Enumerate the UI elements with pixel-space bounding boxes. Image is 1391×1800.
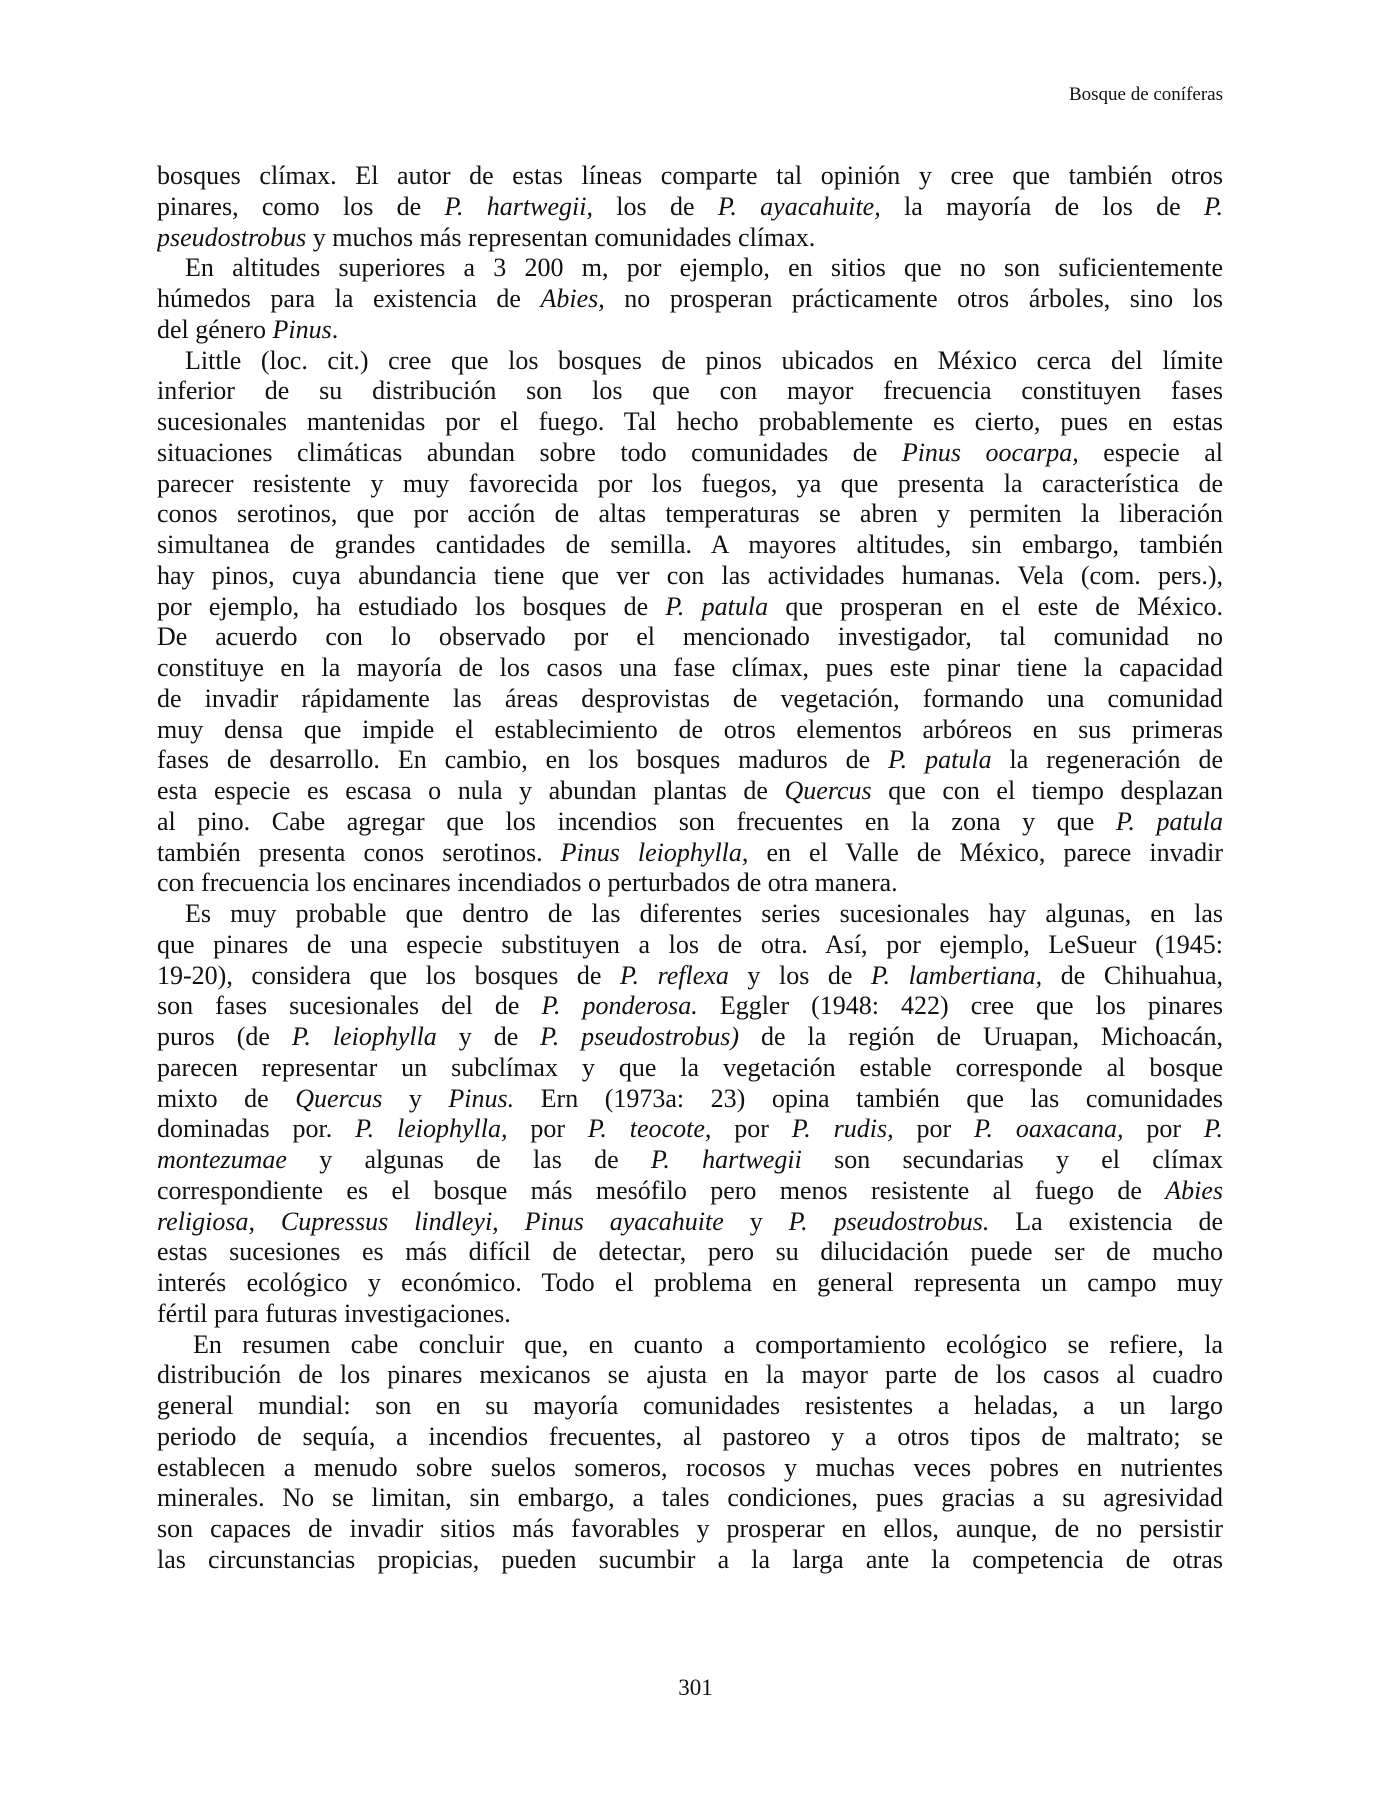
text-run: Es muy probable que dentro de las diferentes series sucesionales hay algunas, en las — [185, 899, 1223, 928]
text-run: no prosperan prácticamente otros árboles, sino los — [604, 284, 1223, 313]
text-line — [157, 192, 1223, 223]
italic-text: Quercus — [784, 776, 872, 805]
text-line — [157, 1176, 1223, 1207]
text-run: estas sucesiones es más difícil de detectar, pero su dilucidación puede ser de mucho — [157, 1237, 1223, 1267]
text-run: y de — [436, 1022, 541, 1051]
text-line — [157, 1268, 1223, 1299]
text-run: situaciones climáticas abundan sobre todo comunidades de — [157, 437, 902, 467]
text-run: correspondiente es el bosque más mesófilo pero menos resistente al fuego de — [157, 1175, 1166, 1205]
italic-text: P. leiophylla — [291, 1022, 437, 1051]
text-line — [157, 438, 1223, 469]
text-line — [157, 499, 1223, 530]
text-line — [157, 592, 1223, 623]
text-line — [157, 161, 1223, 192]
text-line — [157, 1237, 1223, 1268]
paragraph — [157, 346, 1223, 900]
text-line — [157, 653, 1223, 684]
text-line — [157, 346, 1223, 377]
text-line — [157, 684, 1223, 715]
italic-text: P. — [1203, 1114, 1223, 1144]
text-line — [157, 930, 1223, 961]
text-run: puros (de — [157, 1022, 292, 1051]
text-run: que con el tiempo desplazan — [871, 776, 1223, 805]
text-line — [157, 1483, 1223, 1514]
text-run: interés ecológico y económico. Todo el problema en general representa un campo muy — [157, 1268, 1223, 1297]
text-run: parecer resistente y muy favorecida por los fuegos, ya que presenta la característica de — [157, 468, 1223, 498]
italic-text: P. ponderosa. — [541, 991, 698, 1021]
text-run: y — [382, 1083, 449, 1113]
text-run: general mundial: son en su mayoría comunidades resistentes a heladas, a un largo — [157, 1391, 1223, 1420]
text-run: y muchos más representan comunidades clímax. — [306, 222, 816, 252]
text-line — [157, 622, 1223, 653]
text-line — [157, 1114, 1223, 1145]
text-line — [157, 1022, 1223, 1053]
italic-text: pseudostrobus — [157, 222, 307, 252]
text-run: la regeneración de — [991, 745, 1223, 775]
running-header: Bosque de coníferas — [1068, 84, 1223, 105]
text-line — [157, 1360, 1223, 1391]
text-line — [157, 899, 1223, 930]
body-text — [157, 161, 1223, 1576]
text-line — [157, 315, 1223, 346]
text-run: pinares, como los de — [157, 191, 445, 221]
text-run: son fases sucesionales del de — [157, 991, 542, 1021]
text-line — [157, 1391, 1223, 1422]
italic-text: Pinus — [272, 314, 332, 344]
paragraph — [157, 253, 1223, 345]
italic-text: P. patula — [665, 591, 769, 621]
text-run: húmedos para la existencia de — [157, 284, 541, 313]
text-run: Eggler (1948: 422) cree que los pinares — [697, 991, 1223, 1021]
italic-text: Pinus leiophylla, — [560, 837, 749, 867]
text-line — [157, 1207, 1223, 1238]
text-run: sucesionales mantenidas por el fuego. Tal hecho probablemente es cierto, pues en estas — [157, 407, 1223, 436]
text-line — [157, 1545, 1223, 1576]
text-line — [157, 530, 1223, 561]
text-line — [157, 407, 1223, 438]
text-run: En altitudes superiores a 3 200 m, por ejemplo, en sitios que no son suficientemente — [185, 253, 1223, 283]
text-run: dominadas por. — [157, 1114, 356, 1144]
text-line — [157, 376, 1223, 407]
text-line — [157, 807, 1223, 838]
text-line — [157, 715, 1223, 746]
text-line — [157, 561, 1223, 592]
italic-text: Abies, — [540, 284, 605, 313]
text-run: de la región de Uruapan, Michoacán, — [739, 1022, 1223, 1051]
text-run: de invadir rápidamente las áreas desprovistas de vegetación, formando una comunidad — [157, 683, 1223, 713]
text-run: Little (loc. cit.) cree que los bosques de pinos ubicados en México cerca del límite — [185, 345, 1223, 375]
text-line — [157, 991, 1223, 1022]
text-line — [157, 1422, 1223, 1453]
text-run: . — [331, 314, 339, 344]
text-run: las circunstancias propicias, pueden sucumbir a la larga ante la competencia de otras — [157, 1544, 1223, 1574]
text-run: son secundarias y el clímax — [801, 1145, 1223, 1174]
text-run: que prosperan en el este de México. — [768, 591, 1223, 621]
text-run: De acuerdo con lo observado por el mencionado investigador, tal comunidad no — [157, 622, 1223, 652]
italic-text: P. leiophylla, — [355, 1114, 508, 1144]
italic-text: Abies — [1165, 1175, 1223, 1205]
text-run: al pino. Cabe agregar que los incendios son frecuentes en la zona y que — [157, 806, 1116, 836]
italic-text: P. teocote, — [587, 1114, 712, 1144]
text-line — [157, 1453, 1223, 1484]
page-number: 301 — [678, 1675, 713, 1700]
italic-text: P. hartwegii — [650, 1145, 802, 1174]
text-run: que pinares de una especie substituyen a los de otra. Así, por ejemplo, LeSueur (1945: — [157, 929, 1223, 959]
text-run: parecen representar un subclímax y que la vegetación estable corresponde al bosque — [157, 1052, 1223, 1082]
text-run: La existencia de — [989, 1206, 1223, 1236]
text-line — [157, 868, 1223, 899]
italic-text: P. pseudostrobus. — [788, 1206, 990, 1236]
text-run: y — [723, 1206, 789, 1236]
text-run: por — [507, 1114, 588, 1144]
text-line — [157, 961, 1223, 992]
text-run: por — [893, 1114, 975, 1144]
text-run: 19-20), considera que los bosques de — [157, 960, 621, 990]
text-run: son capaces de invadir sitios más favorables y prosperar en ellos, aunque, de no persistir — [157, 1514, 1223, 1543]
text-run: con frecuencia los encinares incendiados o perturbados de otra manera. — [157, 868, 898, 898]
italic-text: P. rudis, — [791, 1114, 894, 1144]
text-run: en el Valle de México, parece invadir — [748, 837, 1223, 867]
text-run: hay pinos, cuya abundancia tiene que ver con las actividades humanas. Vela (com. pers.), — [157, 560, 1223, 590]
text-run: constituye en la mayoría de los casos una fase clímax, pues este pinar tiene la capacidad — [157, 653, 1223, 682]
text-run: inferior de su distribución son los que con mayor frecuencia constituyen fases — [157, 376, 1223, 406]
italic-text: P. hartwegii, — [444, 191, 593, 221]
text-run: y algunas de las de — [286, 1145, 651, 1174]
text-run: esta especie es escasa o nula y abundan plantas de — [157, 776, 785, 805]
italic-text: P. oaxacana, — [974, 1114, 1124, 1144]
text-run: bosques clímax. El autor de estas líneas comparte tal opinión y cree que también otros — [157, 161, 1223, 190]
text-run: también presenta conos serotinos. — [157, 837, 561, 867]
text-line — [157, 469, 1223, 500]
italic-text: Quercus — [295, 1083, 383, 1113]
italic-text: P. reflexa — [620, 960, 729, 990]
text-run: minerales. No se limitan, sin embargo, a tales condiciones, pues gracias a su agresividad — [157, 1483, 1223, 1513]
italic-text: P. — [1203, 191, 1223, 221]
italic-text: P. patula — [1115, 806, 1223, 836]
text-line — [157, 223, 1223, 254]
text-run: la mayoría de los de — [880, 191, 1204, 221]
italic-text: P. ayacahuite, — [717, 191, 881, 221]
text-run: muy densa que impide el establecimiento de otros elementos arbóreos en sus primeras — [157, 714, 1223, 744]
italic-text: P. lambertiana, — [870, 960, 1043, 990]
text-run: mixto de — [157, 1083, 296, 1113]
text-run: Ern (1973a: 23) opina también que las comunidades — [514, 1083, 1223, 1113]
text-run: conos serotinos, que por acción de altas temperaturas se abren y permiten la liberación — [157, 499, 1223, 529]
text-run: los de — [592, 191, 718, 221]
text-line — [157, 1299, 1223, 1330]
italic-text: Pinus. — [448, 1083, 515, 1113]
text-run: y los de — [728, 960, 871, 990]
text-run: fértil para futuras investigaciones. — [157, 1298, 511, 1328]
paragraph — [157, 1330, 1223, 1576]
text-line — [157, 1084, 1223, 1115]
italic-text: P. pseudostrobus) — [540, 1022, 740, 1051]
italic-text: Pinus oocarpa, — [901, 437, 1079, 467]
text-line — [157, 1514, 1223, 1545]
paragraph — [157, 899, 1223, 1330]
text-run: En resumen cabe concluir que, en cuanto a comportamiento ecológico se refiere, la — [193, 1329, 1223, 1359]
text-run: establecen a menudo sobre suelos someros, rocosos y muchas veces pobres en nutrientes — [157, 1452, 1223, 1482]
text-line — [157, 1145, 1223, 1176]
italic-text: P. patula — [888, 745, 992, 775]
text-line — [157, 253, 1223, 284]
text-run: de Chihuahua, — [1042, 960, 1223, 990]
text-run: simultanea de grandes cantidades de semilla. A mayores altitudes, sin embargo, también — [157, 530, 1223, 559]
text-run: periodo de sequía, a incendios frecuentes, al pastoreo y a otros tipos de maltrato; se — [157, 1421, 1223, 1451]
text-line — [157, 838, 1223, 869]
text-line — [157, 284, 1223, 315]
text-line — [157, 1330, 1223, 1361]
italic-text: montezumae — [157, 1145, 287, 1174]
text-run: del género — [157, 314, 273, 344]
text-run: por — [711, 1114, 792, 1144]
text-line — [157, 1053, 1223, 1084]
text-run: por ejemplo, ha estudiado los bosques de — [157, 591, 666, 621]
text-run: fases de desarrollo. En cambio, en los bosques maduros de — [157, 745, 889, 775]
text-run: especie al — [1078, 437, 1223, 467]
text-run: por — [1123, 1114, 1204, 1144]
text-line — [157, 745, 1223, 776]
text-run: distribución de los pinares mexicanos se ajusta en la mayor parte de los casos al cuadro — [157, 1360, 1223, 1390]
paragraph — [157, 161, 1223, 253]
text-line — [157, 776, 1223, 807]
italic-text: religiosa, Cupressus lindleyi, Pinus ayacahuite — [157, 1206, 724, 1236]
